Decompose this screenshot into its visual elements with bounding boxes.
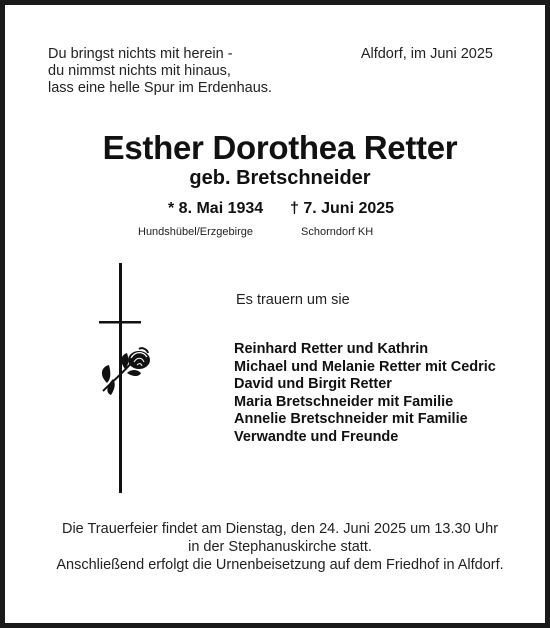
birth-place: Hundshübel/Erzgebirge: [138, 226, 253, 238]
mourners-intro: Es trauern um sie: [236, 292, 350, 308]
mourner-name: Annelie Bretschneider mit Familie: [234, 411, 468, 428]
mourner-name: Maria Bretschneider mit Familie: [234, 393, 454, 410]
ceremony-line: Anschließend erfolgt die Urnenbeisetzung auf dem Friedhof in Alfdorf.: [56, 557, 504, 573]
death-place: Schorndorf KH: [301, 226, 374, 238]
poem-line: Du bringst nichts mit herein -: [48, 46, 233, 62]
place-and-date: Alfdorf, im Juni 2025: [360, 46, 493, 62]
poem-line: du nimmst nichts mit hinaus,: [48, 63, 231, 79]
mourner-name: Reinhard Retter und Kathrin: [234, 341, 429, 357]
mourner-name: David und Birgit Retter: [234, 376, 392, 393]
death-date: † 7. Juni 2025: [290, 200, 395, 217]
birth-date: * 8. Mai 1934: [168, 200, 264, 217]
cross-with-rose-icon: [95, 263, 155, 493]
poem: [48, 46, 272, 97]
ceremony-line: Die Trauerfeier findet am Dienstag, den 24. Juni 2025 um 13.30 Uhr: [61, 521, 499, 537]
mourners-list: [234, 341, 496, 447]
deceased-birth-name: geb. Bretschneider: [189, 167, 371, 189]
deceased-name: Esther Dorothea Retter: [102, 129, 458, 166]
poem-line: lass eine helle Spur im Erdenhaus.: [48, 80, 273, 96]
ceremony-info: [5, 520, 550, 574]
mourner-name: Verwandte und Freunde: [234, 428, 399, 445]
ceremony-line: in der Stephanuskirche statt.: [188, 539, 372, 555]
mourner-name: Michael und Melanie Retter mit Cedric: [234, 358, 496, 375]
